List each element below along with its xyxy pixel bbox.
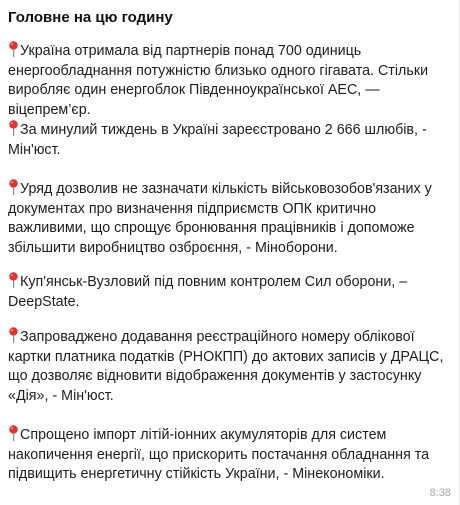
news-item-text: Україна отримала від партнерів понад 700 одиниць енергообладнання потужністю близько одного гігавата. Стільки виробляє один енергоблок Південноукраїнської АЕС, — віцепрем’єр.	[8, 43, 429, 118]
message-title: Головне на цю годину	[8, 9, 173, 26]
news-item-text: Куп'янськ-Вузловий під повним контролем Сил оборони, – DeepState.	[8, 274, 408, 310]
news-item-text: Уряд дозволив не зазначати кількість військовозобов'язаних у документах про визначення підприємств ОПК критично важливими, що спрощує бронювання працівників і допоможе збільшити виробництво озброєння, - Міноборони.	[8, 181, 432, 256]
pushpin-icon	[8, 41, 19, 57]
pushpin-icon	[8, 179, 19, 195]
news-item	[8, 179, 454, 258]
news-item	[8, 425, 454, 485]
message-timestamp: 8:38	[429, 487, 451, 499]
news-item-text: Запроваджено додавання реєстраційного номеру облікової картки платника податків (РНОКПП) до актових записів у ДРАЦС, що дозволяє відновити відображення документів у застосунку «Дія», - Мін'юст.	[8, 329, 444, 404]
news-item	[8, 120, 454, 160]
news-item	[8, 272, 454, 312]
news-item-text: Спрощено імпорт літій-іонних акумуляторів для систем накопичення енергії, що прискорить постачання обладнання та підвищить енергетичну стійкість України, - Мінекономіки.	[8, 427, 430, 482]
pushpin-icon	[8, 327, 19, 343]
news-item-text: За минулий тиждень в Україні зареєстровано 2 666 шлюбів, - Мін'юст.	[8, 122, 427, 158]
pushpin-icon	[8, 425, 19, 441]
pushpin-icon	[8, 272, 19, 288]
news-item	[8, 327, 454, 406]
news-item	[8, 41, 454, 120]
pushpin-icon	[8, 120, 19, 136]
